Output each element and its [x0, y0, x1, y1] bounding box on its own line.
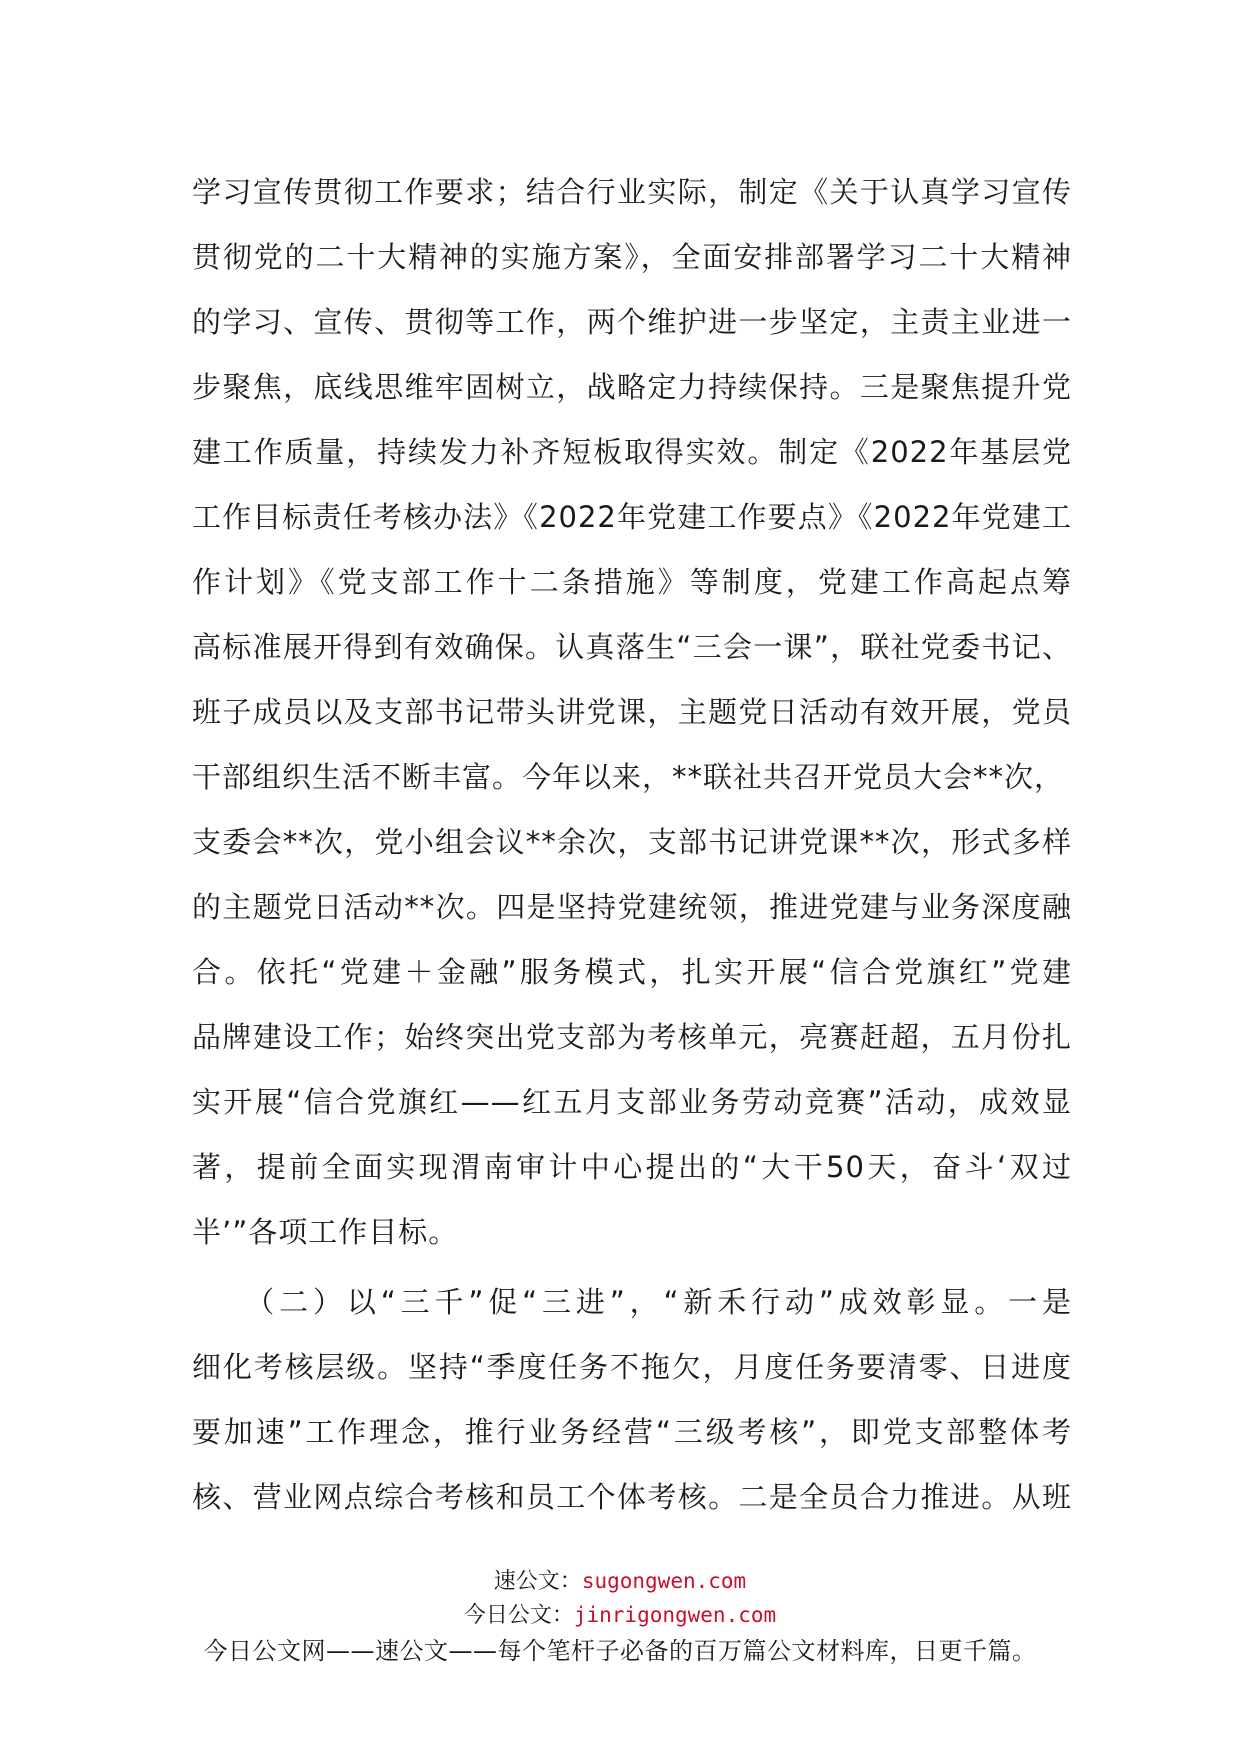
body-line: 班子成员以及支部书记带头讲党课，主题党日活动有效开展，党员: [192, 695, 1072, 729]
body-line: 的主题党日活动**次。四是坚持党建统领，推进党建与业务深度融: [192, 890, 1072, 924]
body-line: 贯彻党的二十大精神的实施方案》，全面安排部署学习二十大精神: [192, 240, 1072, 274]
body-line: 步聚焦，底线思维牢固树立，战略定力持续保持。三是聚焦提升党: [192, 370, 1072, 404]
body-line: 支委会**次，党小组会议**余次，支部书记讲党课**次，形式多样: [192, 825, 1072, 859]
body-line: 工作目标责任考核办法》《2022年党建工作要点》《2022年党建工: [192, 500, 1072, 534]
body-line: 作计划》《党支部工作十二条措施》等制度，党建工作高起点筹: [192, 565, 1072, 599]
footer-label: 速公文：: [493, 1569, 582, 1594]
body-line: 干部组织生活不断丰富。今年以来，**联社共召开党员大会**次，: [192, 760, 1065, 794]
footer-jinrigongwen: [0, 1600, 1240, 1631]
footer-slogan: 今日公文网——速公文——每个笔杆子必备的百万篇公文材料库，日更千篇。: [203, 1637, 1037, 1665]
footer-site-link[interactable]: sugongwen.com: [581, 1569, 747, 1593]
body-line: 要加速”工作理念，推行业务经营“三级考核”，即党支部整体考: [192, 1415, 1072, 1449]
body-line: 高标准展开得到有效确保。认真落生“三会一课”，联社党委书记、: [192, 630, 1072, 664]
body-line: 细化考核层级。坚持“季度任务不拖欠，月度任务要清零、日进度: [192, 1350, 1072, 1384]
body-text: [192, 160, 1072, 1530]
body-line: 半’”各项工作目标。: [192, 1215, 459, 1249]
body-line: 核、营业网点综合考核和员工个体考核。二是全员合力推进。从班: [192, 1480, 1072, 1514]
footer-site-link[interactable]: jinrigongwen.com: [573, 1603, 777, 1627]
body-line: 建工作质量，持续发力补齐短板取得实效。制定《2022年基层党: [192, 435, 1072, 469]
footer-label: 今日公文：: [463, 1603, 574, 1628]
body-line: 合。依托“党建＋金融”服务模式，扎实开展“信合党旗红”党建: [192, 955, 1072, 989]
body-line: 实开展“信合党旗红——红五月支部业务劳动竞赛”活动，成效显: [192, 1085, 1072, 1119]
body-line: 学习宣传贯彻工作要求；结合行业实际，制定《关于认真学习宣传: [192, 175, 1072, 209]
body-line: 的学习、宣传、贯彻等工作，两个维护进一步坚定，主责主业进一: [192, 305, 1072, 339]
body-line: （二）以“三千”促“三进”，“新禾行动”成效彰显。一是: [192, 1285, 1072, 1319]
body-line: 品牌建设工作；始终突出党支部为考核单元，亮赛赶超，五月份扎: [192, 1020, 1072, 1054]
footer-sugongwen: [0, 1566, 1240, 1597]
body-line: 著，提前全面实现渭南审计中心提出的“大干50天，奋斗‘双过: [192, 1150, 1072, 1184]
